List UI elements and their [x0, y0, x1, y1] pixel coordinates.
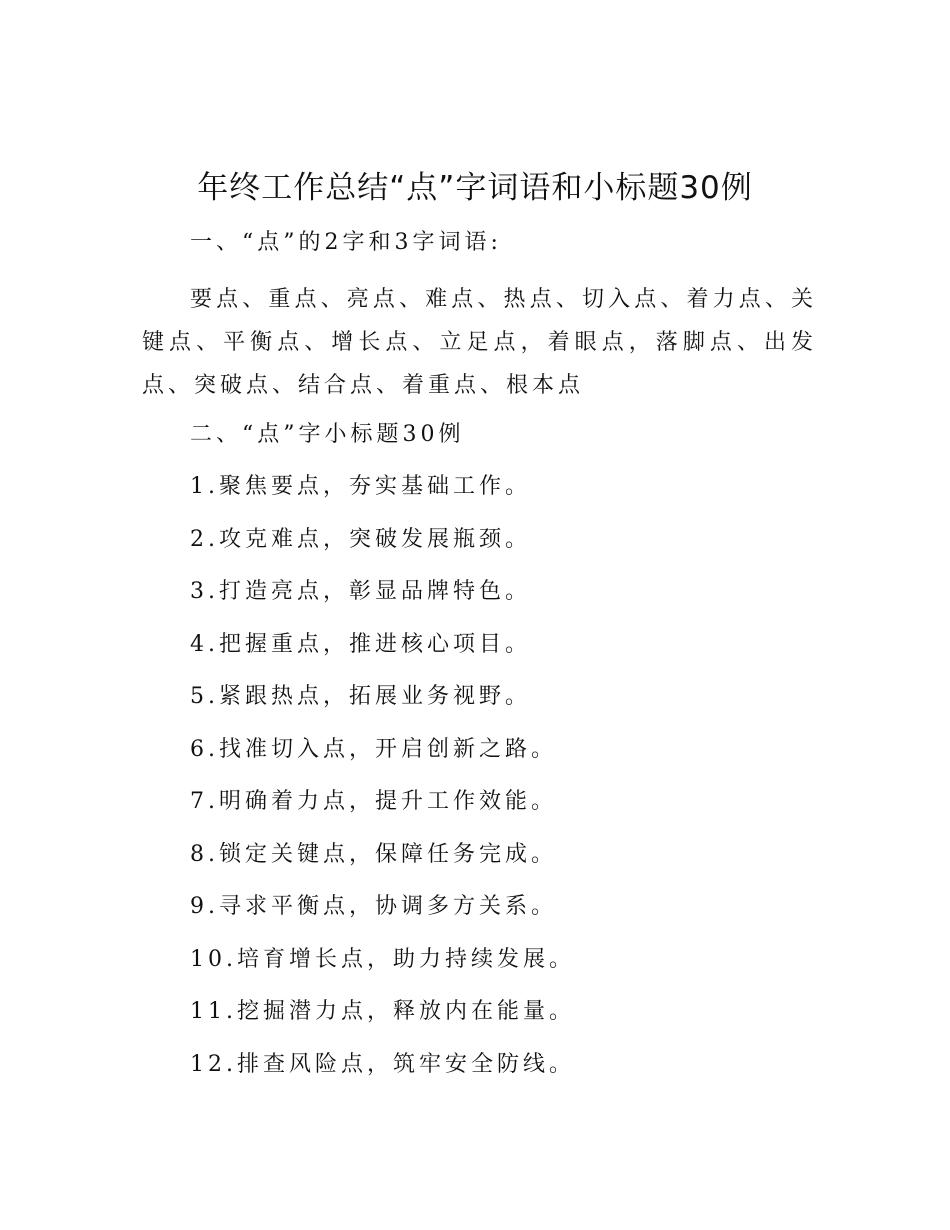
- document-title: 年终工作总结“点”字词语和小标题30例: [197, 170, 753, 206]
- list-item: 3.打造亮点，彰显品牌特色。: [190, 579, 531, 604]
- section-heading-1: 一、“点”的2字和3字词语:: [190, 230, 502, 255]
- list-item: 12.排查风险点，筑牢安全防线。: [190, 1051, 575, 1077]
- list-item: 2.攻克难点，突破发展瓶颈。: [190, 526, 531, 552]
- subtitle-list: [190, 472, 575, 1102]
- section-1-paragraph: 要点、重点、亮点、难点、热点、切入点、着力点、关键点、平衡点、增长点、立足点，着眼点，落脚点、出发点、突破点、结合点、着重点、根本点: [142, 287, 817, 398]
- list-item: 6.找准切入点，开启创新之路。: [190, 736, 557, 762]
- list-item: 5.紧跟热点，拓展业务视野。: [190, 684, 531, 709]
- list-item: 7.明确着力点，提升工作效能。: [190, 789, 557, 814]
- list-item: 9.寻求平衡点，协调多方关系。: [190, 894, 557, 919]
- list-item: 10.培育增长点，助力持续发展。: [190, 946, 575, 972]
- list-item: 1.聚焦要点，夯实基础工作。: [190, 474, 531, 499]
- section-heading-2: 二、“点”字小标题30例: [190, 422, 465, 447]
- list-item: 4.把握重点，推进核心项目。: [190, 631, 531, 657]
- list-item: 11.挖掘潜力点，释放内在能量。: [190, 999, 575, 1024]
- list-item: 8.锁定关键点，保障任务完成。: [190, 841, 557, 867]
